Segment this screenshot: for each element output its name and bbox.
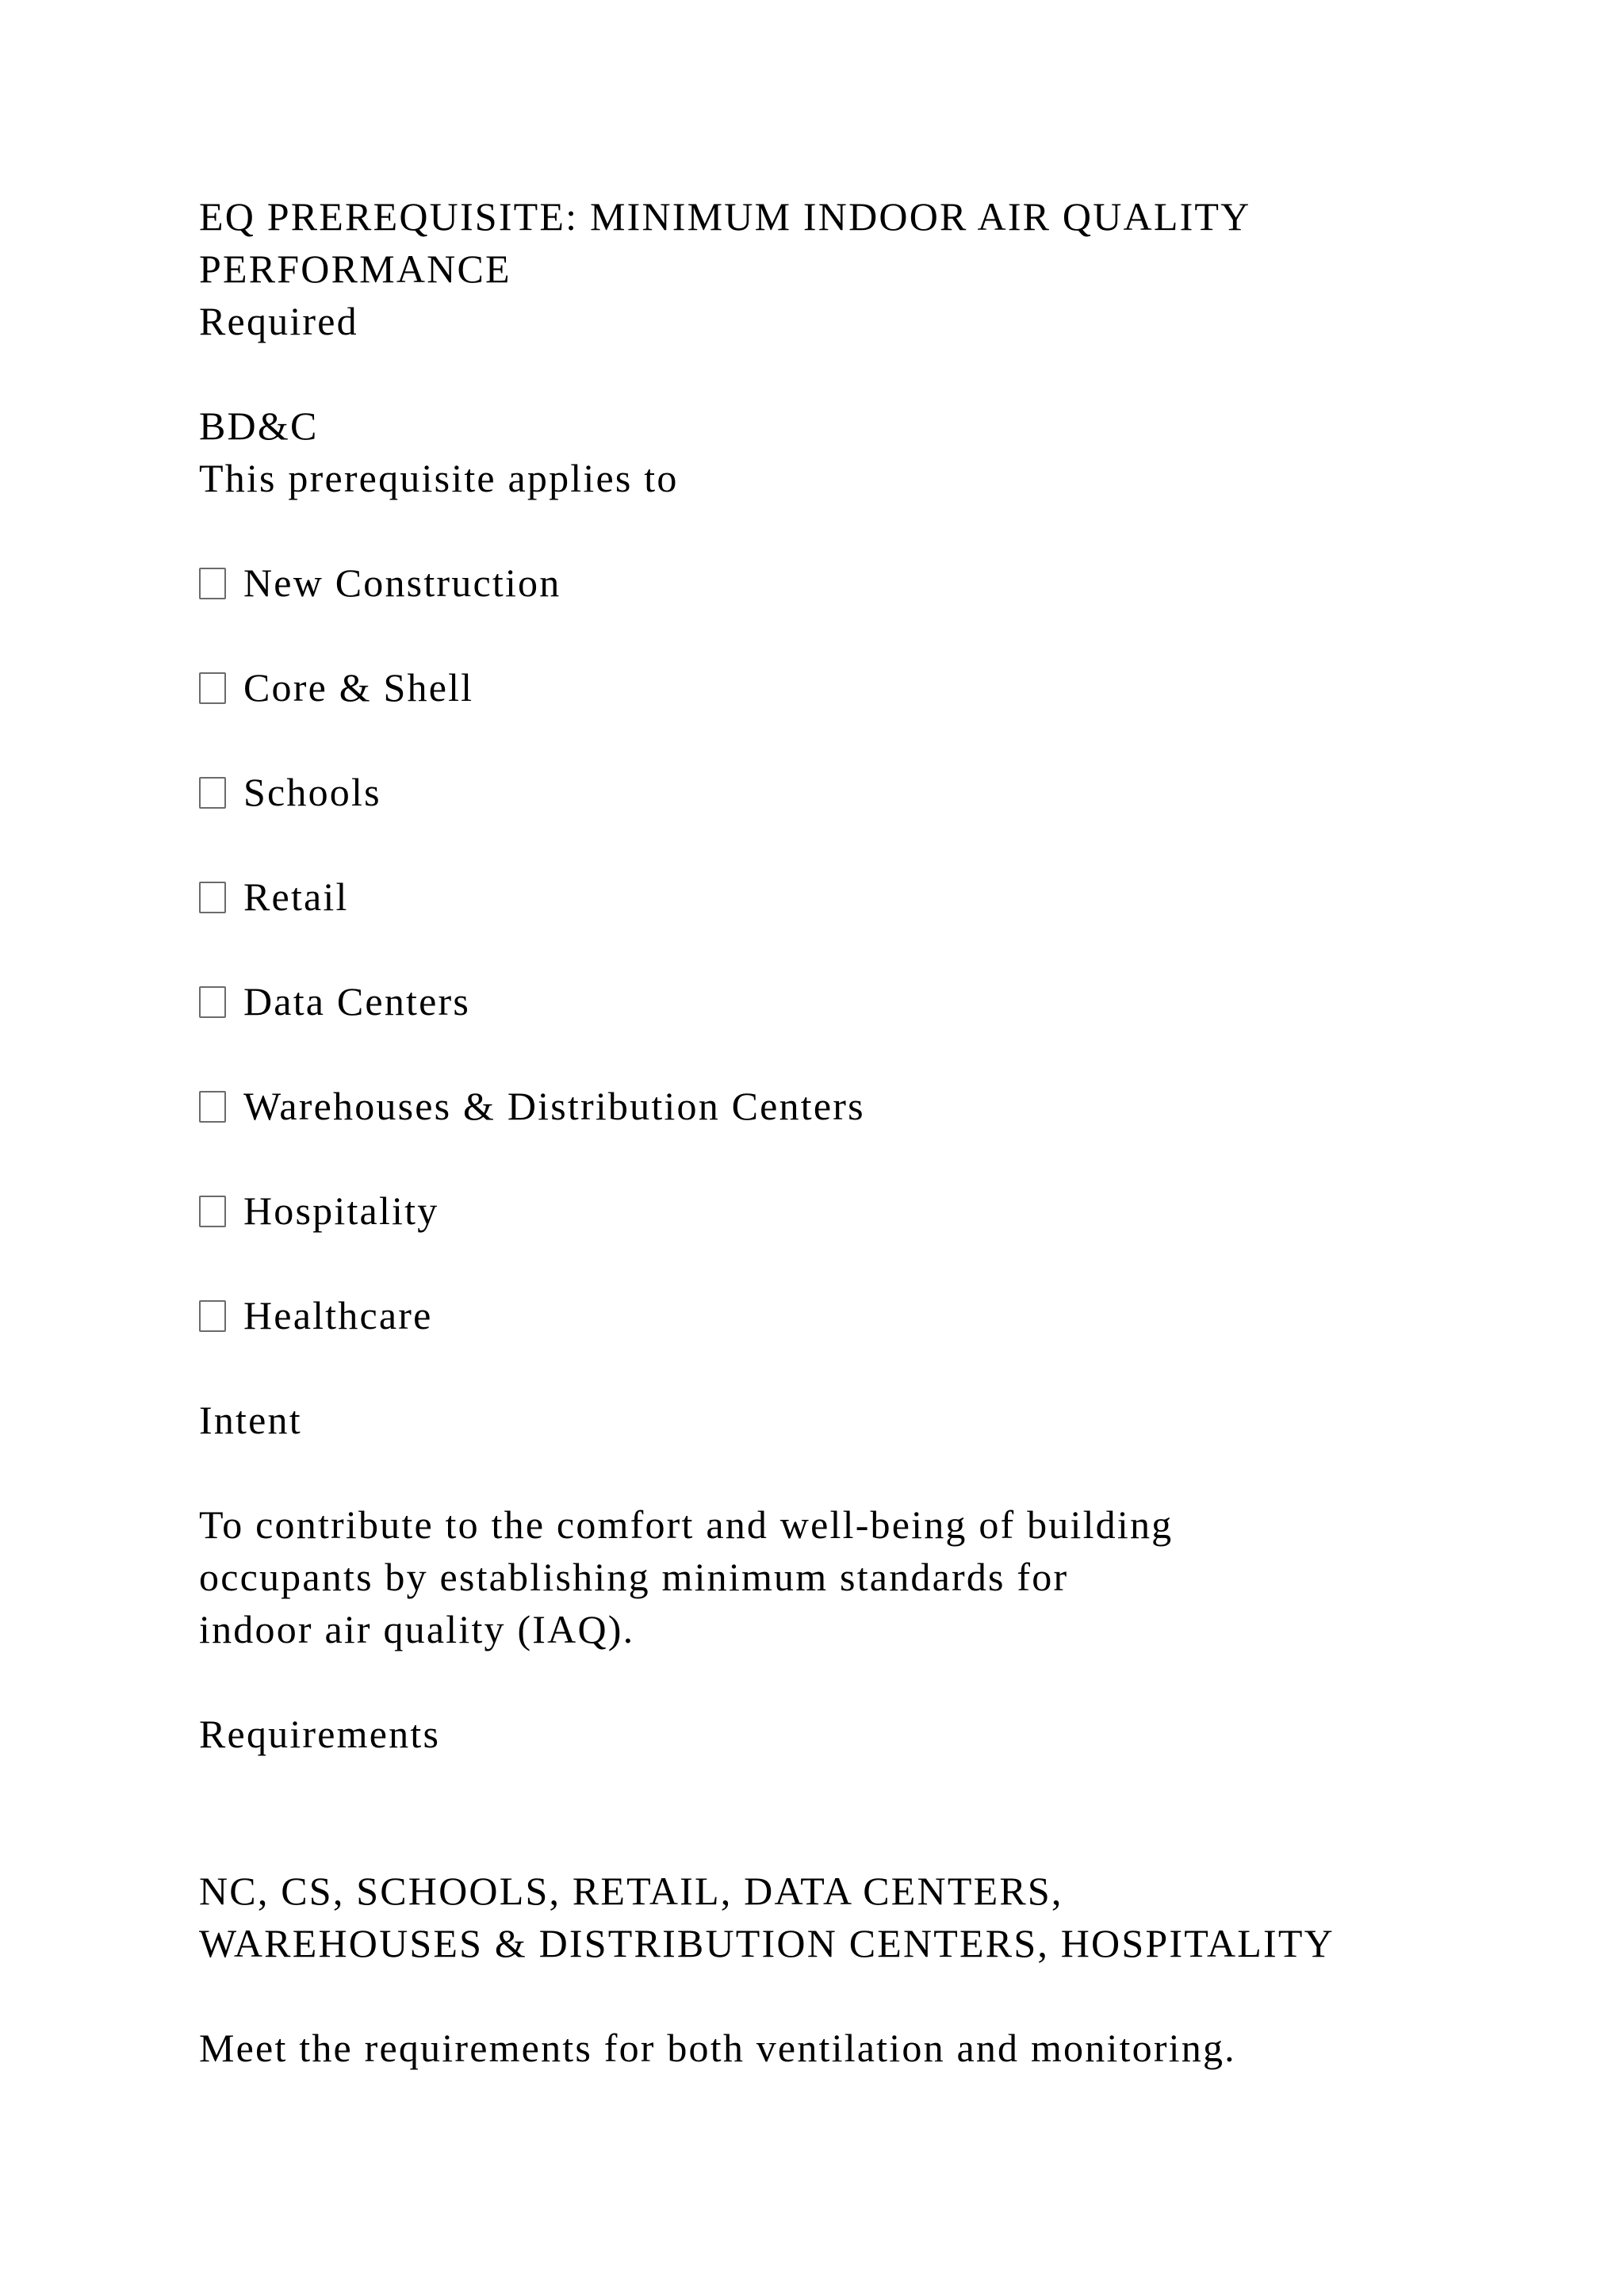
document-page <box>199 190 1547 2074</box>
list-item <box>199 661 1547 714</box>
list-item-label: New Construction <box>243 561 561 605</box>
scope-line: NC, CS, SCHOOLS, RETAIL, DATA CENTERS, <box>199 1869 1063 1913</box>
list-item-label: Core & Shell <box>243 665 474 710</box>
missing-glyph-box-icon <box>199 1300 226 1332</box>
scope-line: WAREHOUSES & DISTRIBUTION CENTERS, HOSPITALITY <box>199 1921 1335 1965</box>
prerequisite-title-line-2: PERFORMANCE <box>199 247 511 291</box>
list-item <box>199 1289 1547 1341</box>
list-item-label: Schools <box>243 770 381 814</box>
list-item <box>199 557 1547 609</box>
rating-system-label: BD&C <box>199 404 319 448</box>
list-item-label: Healthcare <box>243 1293 433 1337</box>
list-item-label: Retail <box>243 874 349 919</box>
prerequisite-title-line-1: EQ PREREQUISITE: MINIMUM INDOOR AIR QUALITY <box>199 194 1251 239</box>
applicability-list <box>199 557 1547 1341</box>
list-item <box>199 1080 1547 1132</box>
intent-heading: Intent <box>199 1398 302 1442</box>
list-item <box>199 975 1547 1027</box>
list-item <box>199 766 1547 818</box>
missing-glyph-box-icon <box>199 1196 226 1227</box>
applies-to-intro: This prerequisite applies to <box>199 456 679 500</box>
missing-glyph-box-icon <box>199 672 226 704</box>
intent-line: occupants by establishing minimum standards for <box>199 1555 1069 1599</box>
list-item-label: Data Centers <box>243 979 471 1024</box>
requirements-heading: Requirements <box>199 1712 441 1756</box>
intent-paragraph <box>199 1498 1547 1655</box>
requirements-scope <box>199 1865 1547 1969</box>
missing-glyph-box-icon <box>199 568 226 599</box>
intent-line: To contribute to the comfort and well-being of building <box>199 1502 1174 1547</box>
list-item <box>199 871 1547 923</box>
missing-glyph-box-icon <box>199 1091 226 1123</box>
requirements-text: Meet the requirements for both ventilation and monitoring. <box>199 2026 1236 2070</box>
list-item <box>199 1184 1547 1237</box>
missing-glyph-box-icon <box>199 986 226 1018</box>
missing-glyph-box-icon <box>199 777 226 809</box>
list-item-label: Warehouses & Distribution Centers <box>243 1084 865 1128</box>
intent-line: indoor air quality (IAQ). <box>199 1607 635 1651</box>
list-item-label: Hospitality <box>243 1188 439 1233</box>
required-status: Required <box>199 299 358 343</box>
missing-glyph-box-icon <box>199 882 226 913</box>
